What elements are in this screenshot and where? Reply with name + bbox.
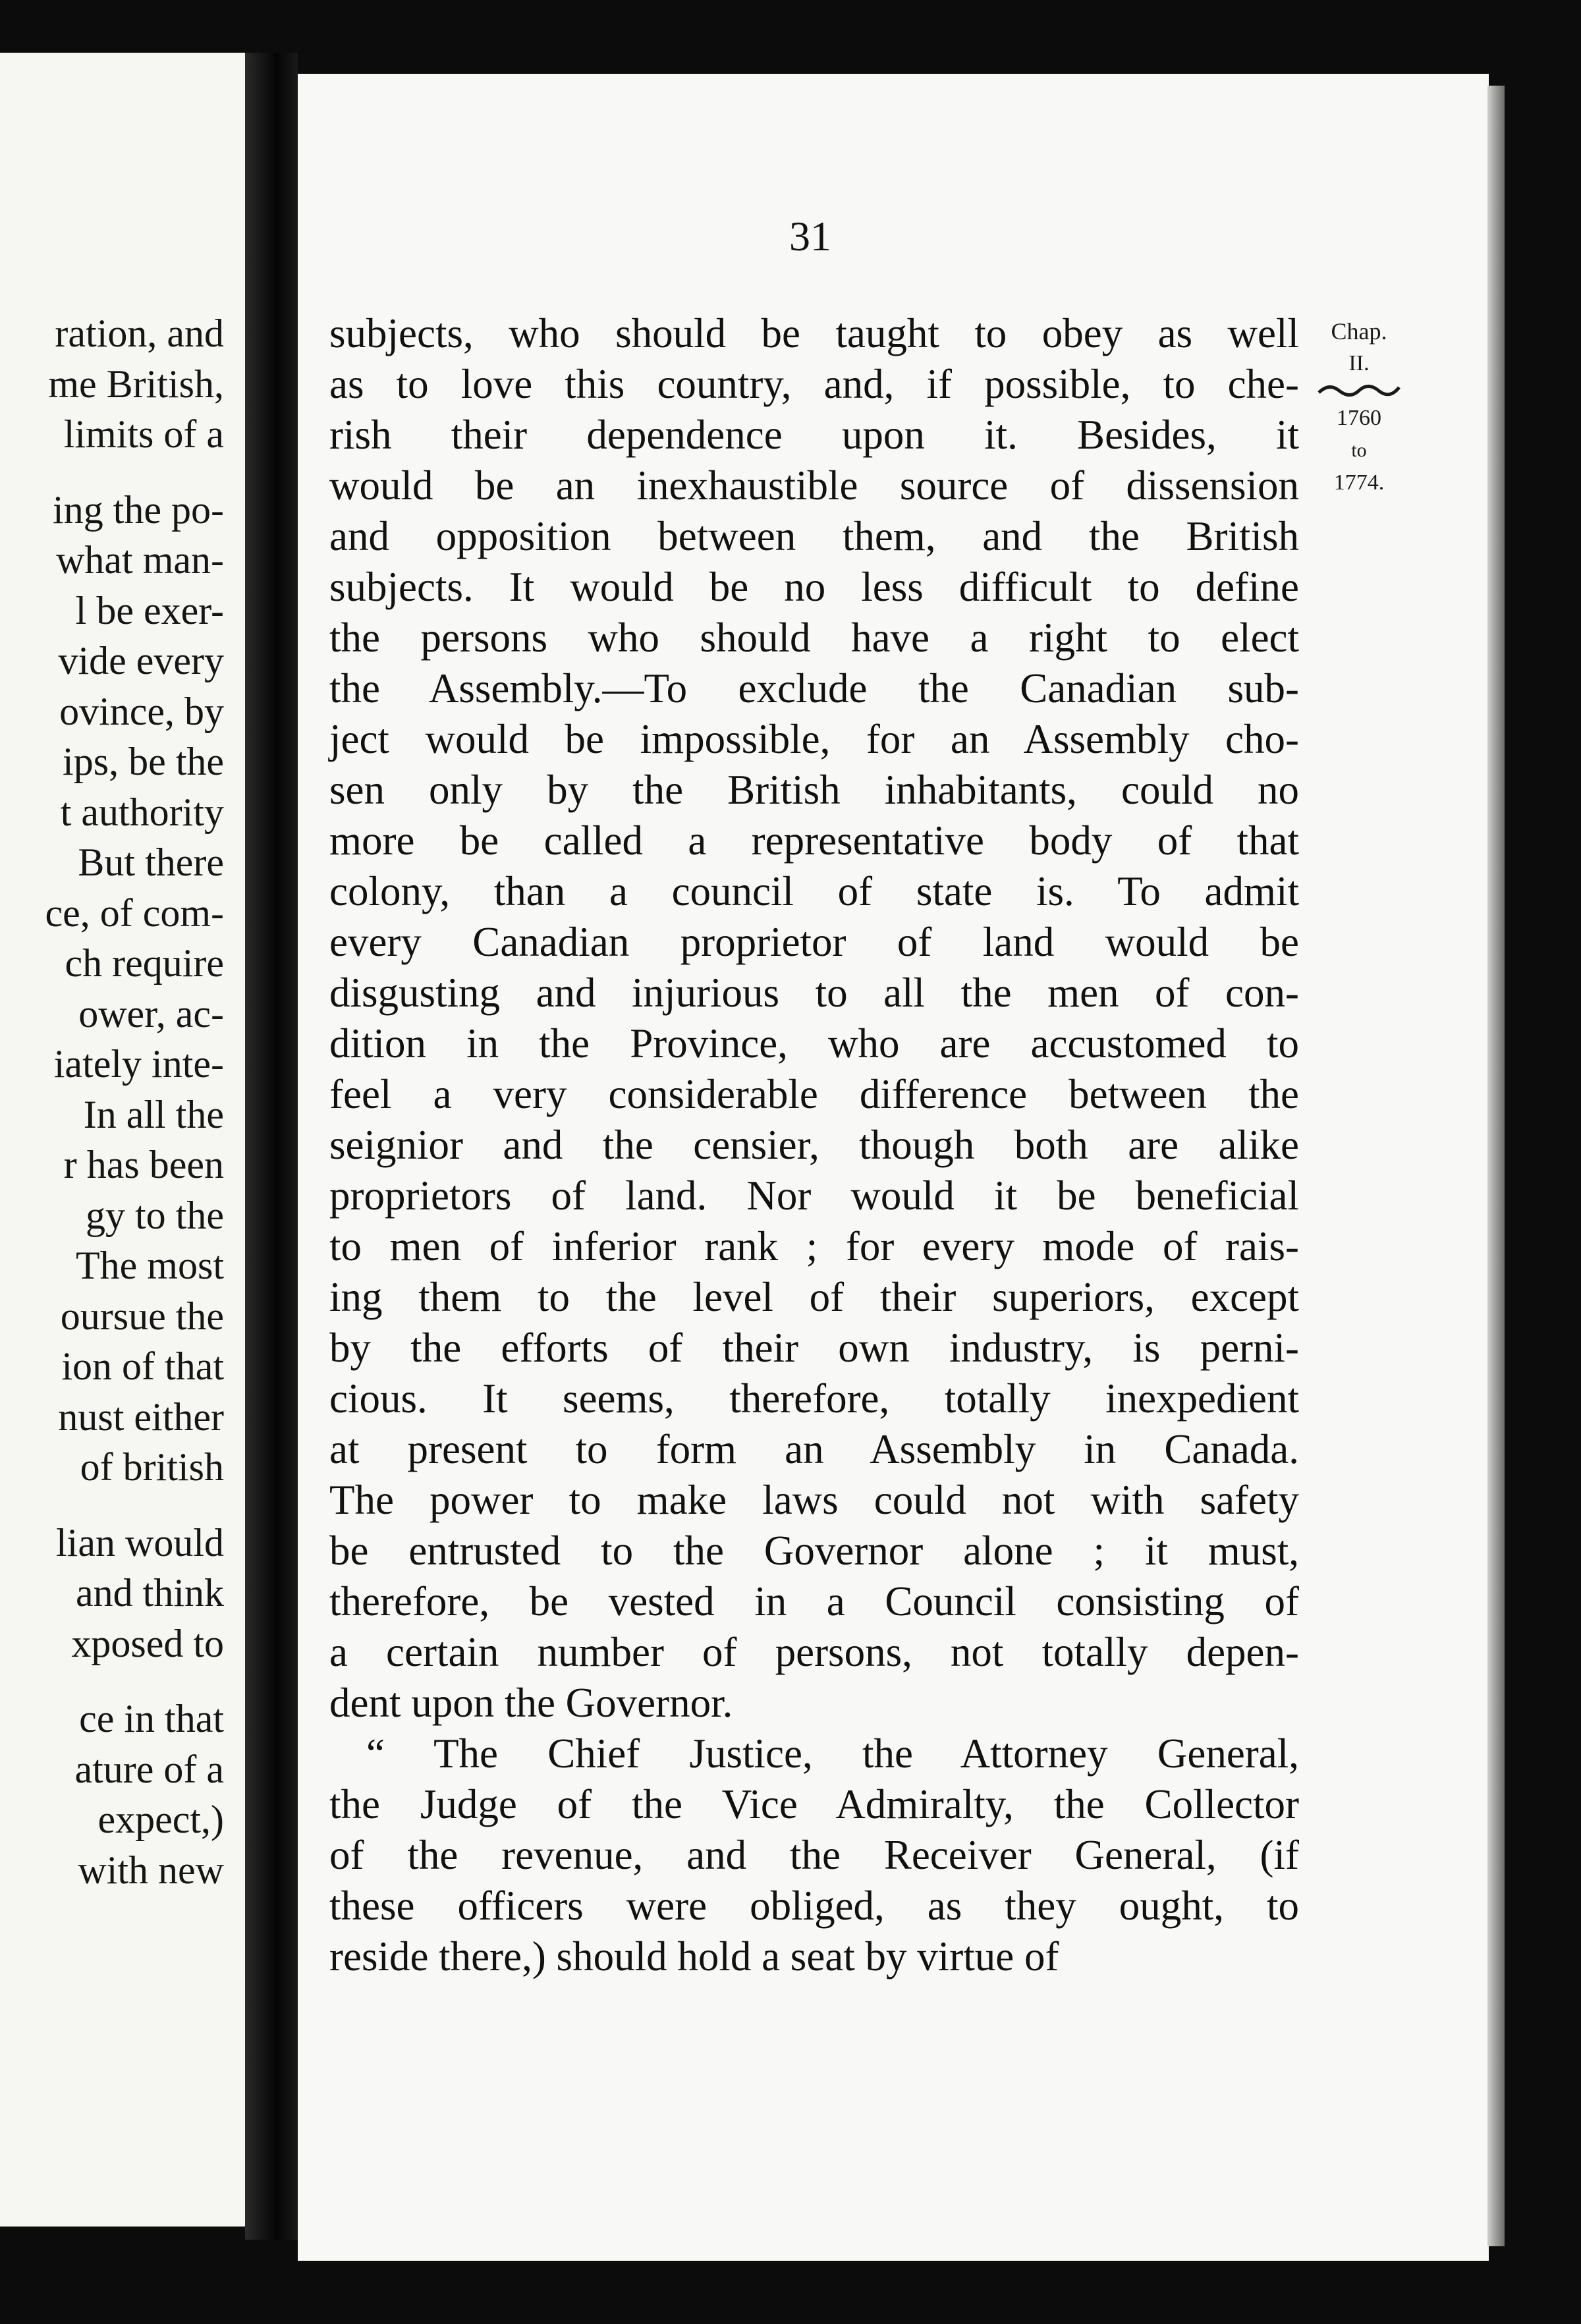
- body-text: [329, 308, 1299, 1982]
- left-page-line: ower, ac-: [78, 991, 224, 1036]
- text-line: cious. It seems, therefore, totally inexpedient: [329, 1375, 1299, 1422]
- text-line: a certain number of persons, not totally depen-: [329, 1629, 1299, 1675]
- margin-chap-number: II.: [1348, 351, 1370, 375]
- text-line: proprietors of land. Nor would it be beneficial: [329, 1173, 1299, 1219]
- text-line: The power to make laws could not with safety: [329, 1477, 1299, 1523]
- text-line: rish their dependence upon it. Besides, it: [329, 412, 1299, 458]
- ornamental-rule-icon: [1316, 378, 1402, 402]
- text-line: sen only by the British inhabitants, could no: [329, 767, 1299, 813]
- left-page-line: ing the po-: [53, 487, 224, 532]
- left-page-line: ovince, by: [59, 689, 224, 733]
- text-line: dent upon the Governor.: [329, 1680, 733, 1726]
- text-line: and opposition between them, and the British: [329, 513, 1299, 559]
- left-page-line: vide every: [58, 639, 224, 682]
- left-page-line: In all the: [83, 1092, 224, 1136]
- left-page-line: [0, 1493, 224, 1518]
- text-line: by the efforts of their own industry, is perni-: [329, 1325, 1299, 1371]
- left-page-line: limits of a: [63, 412, 224, 456]
- left-page-line: what man-: [56, 538, 224, 582]
- text-line: feel a very considerable difference between the: [329, 1071, 1299, 1117]
- page-edge: [1487, 86, 1505, 2246]
- left-page-line: t authority: [60, 790, 224, 834]
- left-page-line: r has been: [63, 1143, 224, 1186]
- text-line: these officers were obliged, as they ought, to: [329, 1883, 1299, 1929]
- text-line: ject would be impossible, for an Assembly cho-: [329, 716, 1299, 762]
- left-page-line: The most: [76, 1244, 224, 1287]
- text-line: subjects, who should be taught to obey as well: [329, 310, 1299, 356]
- text-line: disgusting and injurious to all the men of con-: [329, 970, 1299, 1016]
- margin-to: to: [1351, 439, 1367, 461]
- left-page-line: But there: [78, 841, 224, 884]
- left-page-line: xposed to: [71, 1621, 224, 1665]
- left-page-line: lian would: [56, 1520, 224, 1564]
- left-page-line: ch require: [65, 941, 224, 985]
- margin-year-start: 1760: [1337, 406, 1381, 430]
- text-line: colony, than a council of state is. To admit: [329, 868, 1299, 914]
- text-line: would be an inexhaustible source of dissension: [329, 462, 1299, 509]
- left-page-line: iately inte-: [53, 1042, 224, 1086]
- book-gutter: [245, 53, 298, 2240]
- margin-chap-label: Chap.: [1331, 318, 1387, 345]
- text-line: more be called a representative body of that: [329, 817, 1299, 864]
- text-line: therefore, be vested in a Council consisting of: [329, 1578, 1299, 1624]
- text-line: dition in the Province, who are accustomed to: [329, 1020, 1299, 1066]
- left-page-line: nust either: [58, 1395, 224, 1439]
- left-page-line: ature of a: [74, 1747, 224, 1791]
- left-page-line: ce, of com-: [45, 891, 224, 935]
- text-line: subjects. It would be no less difficult to define: [329, 564, 1299, 610]
- left-page-line: gy to the: [86, 1193, 224, 1237]
- text-line: as to love this country, and, if possible, to che-: [329, 361, 1299, 407]
- text-line: reside there,) should hold a seat by virtue of: [329, 1933, 1059, 1979]
- left-page-line: [0, 460, 224, 485]
- text-line: of the revenue, and the Receiver General, (if: [329, 1832, 1299, 1878]
- text-line: “ The Chief Justice, the Attorney General,: [366, 1730, 1299, 1777]
- margin-note: [1310, 314, 1408, 499]
- left-page-line: ce in that: [79, 1697, 224, 1740]
- left-page-line: with new: [78, 1848, 224, 1892]
- left-page-line: oursue the: [60, 1294, 224, 1338]
- left-page-line: l be exer-: [75, 588, 224, 632]
- left-page-line: ion of that: [61, 1344, 224, 1388]
- text-line: at present to form an Assembly in Canada.: [329, 1426, 1299, 1472]
- left-page-line: and think: [76, 1571, 224, 1615]
- left-page-line: expect,): [97, 1798, 224, 1841]
- text-line: the Assembly.—To exclude the Canadian sub-: [329, 665, 1299, 711]
- text-line: the Judge of the Vice Admiralty, the Collector: [329, 1781, 1299, 1827]
- left-page-line: ips, be the: [63, 740, 224, 783]
- text-line: be entrusted to the Governor alone ; it must,: [329, 1528, 1299, 1574]
- left-page-line: [0, 1669, 224, 1694]
- left-page-text: [0, 308, 224, 1895]
- left-page-line: ration, and: [55, 312, 224, 355]
- margin-year-end: 1774.: [1333, 470, 1385, 495]
- page-number: 31: [789, 213, 831, 260]
- left-page-fragment: [0, 53, 245, 2227]
- text-line: every Canadian proprietor of land would be: [329, 919, 1299, 965]
- text-line: the persons who should have a right to elect: [329, 615, 1299, 661]
- left-page-line: of british: [80, 1445, 224, 1489]
- text-line: ing them to the level of their superiors, except: [329, 1274, 1299, 1320]
- left-page-line: me British,: [48, 362, 224, 406]
- text-line: to men of inferior rank ; for every mode of rais-: [329, 1223, 1299, 1269]
- text-line: seignior and the censier, though both are alike: [329, 1122, 1299, 1168]
